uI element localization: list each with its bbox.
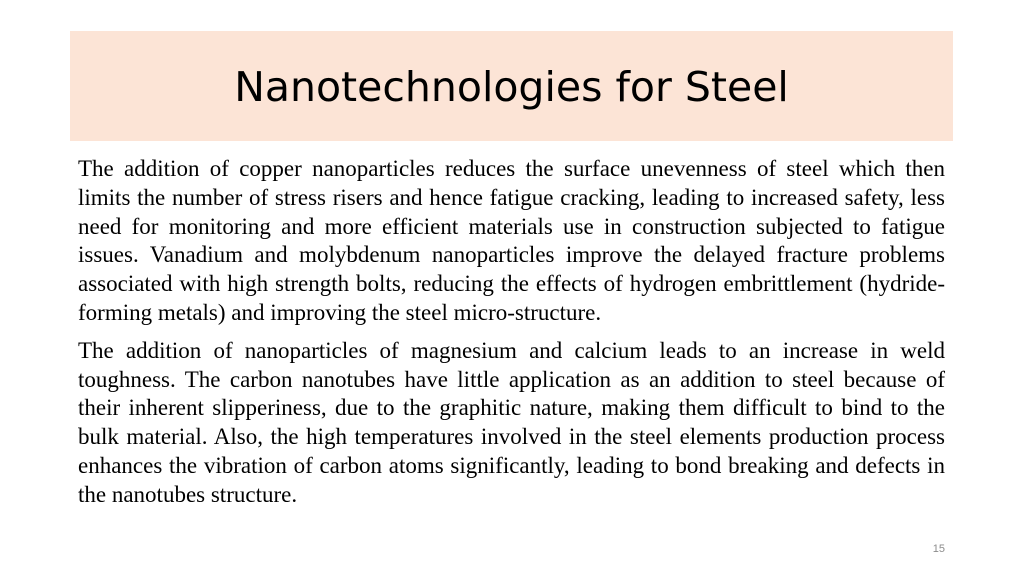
title-band [70, 31, 953, 141]
body-paragraph-1: The addition of copper nanoparticles reduces the surface unevenness of steel which then limits the number of stress risers and hence fatigue cracking, leading to increased safety, less need for monitoring and more efficient materials use in construction subjected to fatigue issues. Vanadium and molybdenum nanoparticles improve the delayed fracture problems associated with high strength bolts, reducing the effects of hydrogen embrittlement (hydride-forming metals) and improving the steel micro-structure. [78, 156, 945, 325]
slide-title: Nanotechnologies for Steel [234, 62, 789, 111]
page-number: 15 [932, 543, 945, 555]
body-paragraph-2: The addition of nanoparticles of magnesium and calcium leads to an increase in weld toughness. The carbon nanotubes have little application as an addition to steel because of their inherent slipperiness, due to the graphitic nature, making them difficult to bind to the bulk material. Also, the high temperatures involved in the steel elements production process enhances the vibration of carbon atoms significantly, leading to bond breaking and defects in the nanotubes structure. [78, 337, 945, 507]
slide-body [78, 155, 945, 510]
